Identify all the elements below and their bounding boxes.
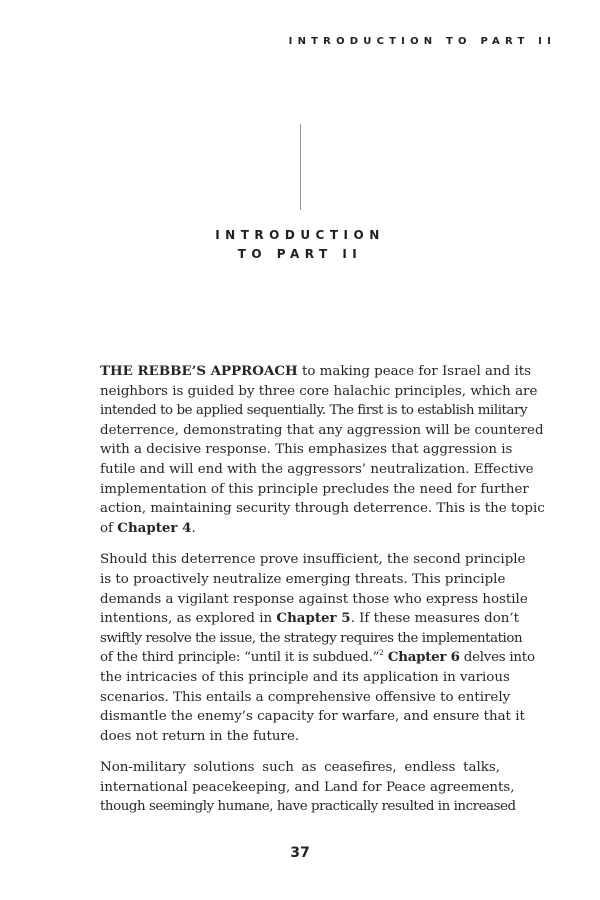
text-line [100,609,520,629]
footnote-marker[interactable]: 2 [379,649,384,658]
text-line: international peacekeeping, and Land for Peace agreements, [100,779,515,795]
text-line: swiftly resolve the issue, the strategy requires the implementation [100,630,523,646]
text-line: demands a vigilant response against those who express hostile [100,591,528,607]
chapter-title-line-1: INTRODUCTION [215,228,385,242]
paragraph-3 [100,758,516,817]
text-line [100,648,535,668]
text-line: with a decisive response. This emphasizes that aggression is [100,442,513,458]
chapter-reference: Chapter 4 [117,519,192,536]
text-line [100,519,500,539]
text-line: Should this deterrence prove insufficient, the second principle [100,552,526,568]
text-line: dismantle the enemy’s capacity for warfare, and ensure that it [100,709,525,725]
text-line: Non-military solutions such as ceasefires, endless talks, [100,760,500,776]
text-line: is to proactively neutralize emerging threats. This principle [100,571,506,587]
text-run: . [191,520,196,536]
text-run: delves into [459,650,535,666]
chapter-title-line-2: TO PART II [237,247,363,261]
text-line: implementation of this principle precludes the need for further [100,481,529,497]
text-run: intentions, as explored in [100,611,277,627]
text-line: futile and will end with the aggressors’ neutralization. Effective [100,461,534,477]
text-line: scenarios. This entails a comprehensive offensive to entirely [100,689,511,705]
text-run: to making peace for Israel and its [297,364,531,379]
text-line: neighbors is guided by three core halachic principles, which are [100,383,538,399]
chapter-reference: Chapter 6 [383,649,460,666]
chapter-reference: Chapter 5 [276,610,351,627]
body-text [100,362,545,829]
paragraph-1 [100,362,545,538]
text-line [100,362,531,382]
text-line: though seemingly humane, have practically resulted in increased [100,799,516,815]
lead-in: THE REBBE’S APPROACH [100,363,298,379]
text-line: does not return in the future. [100,728,300,744]
running-header: INTRODUCTION TO PART II [288,36,556,47]
text-run: of the third principle: “until it is subdued.” [100,650,380,666]
decorative-vertical-rule [300,124,301,210]
text-line: the intricacies of this principle and its application in various [100,669,510,685]
text-line: deterrence, demonstrating that any aggression will be countered [100,422,544,438]
text-run: of [100,520,118,536]
text-line: action, maintaining security through deterrence. This is the topic [100,501,545,517]
text-run: . If these measures don’t [350,611,520,627]
paragraph-2 [100,550,535,746]
text-line: intended to be applied sequentially. The first is to establish military [100,403,528,419]
page-number: 37 [290,845,310,861]
